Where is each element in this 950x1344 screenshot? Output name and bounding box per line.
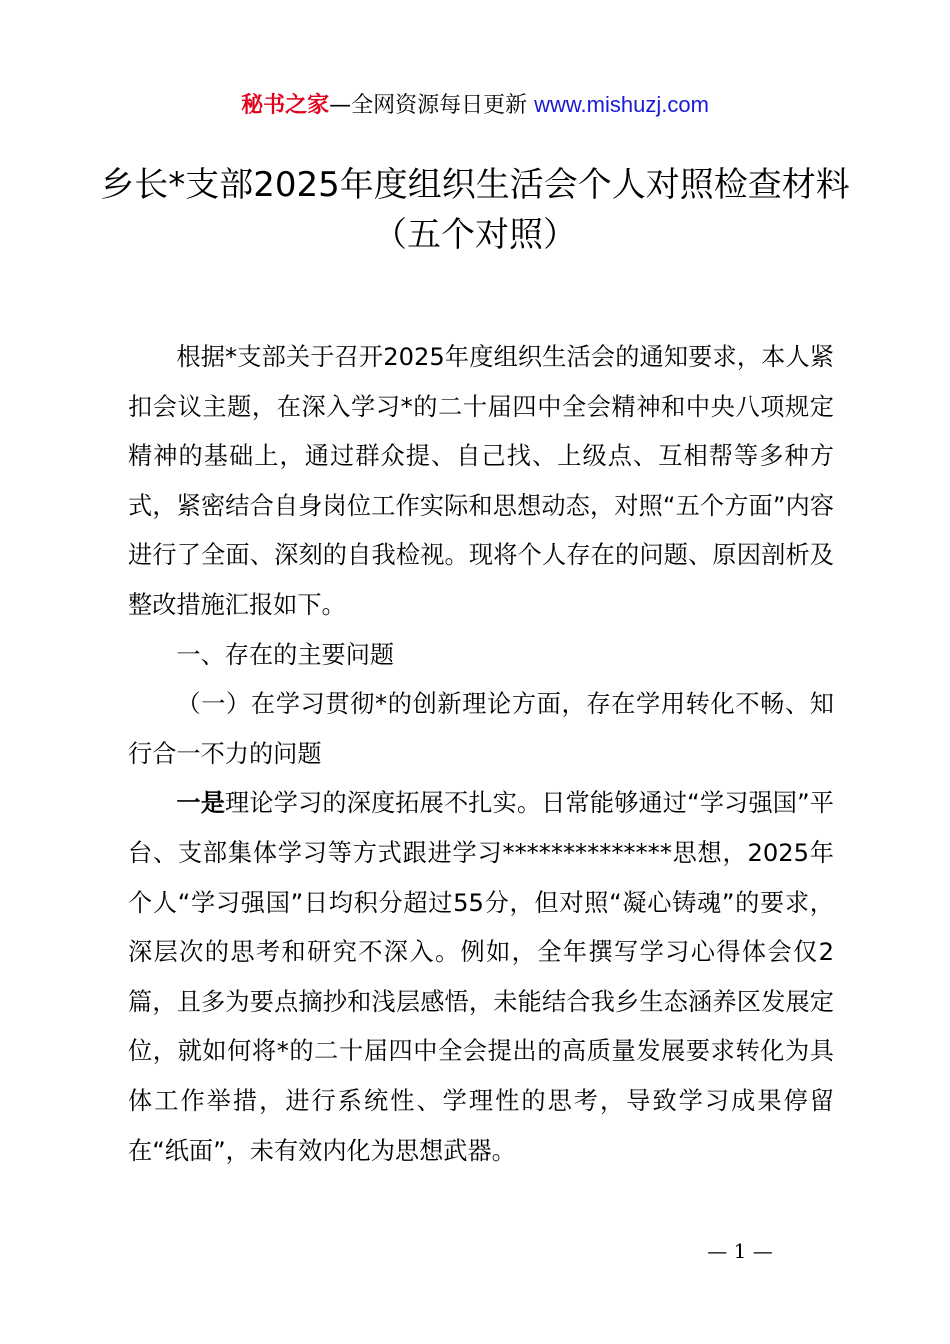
site-header: [0, 88, 950, 123]
point-lead: 一是: [176, 789, 226, 818]
document-body: [128, 333, 834, 1176]
page-number: — 1 —: [707, 1239, 773, 1263]
point-text: 理论学习的深度拓展不扎实。日常能够通过“学习强国”平台、支部集体学习等方式跟进学习**************思想，2025年个人“学习强国”日均积分超过55分，但对照“凝心铸魂”的要求，深层次的思考和研究不深入。例如，全年撰写学习心得体会仅2篇，且多为要点摘抄和浅层感悟，未能结合我乡生态涵养区发展定位，就如何将*的二十届四中全会提出的高质量发展要求转化为具体工作举措，进行系统性、学理性的思考，导致学习成果停留在“纸面”，未有效内化为思想武器。: [128, 789, 834, 1165]
section-heading: 一、存在的主要问题: [176, 640, 395, 669]
subsection-heading: （一）在学习贯彻*的创新理论方面，存在学用转化不畅、知行合一不力的问题: [128, 690, 834, 768]
header-tagline: —全网资源每日更新: [329, 93, 535, 118]
site-url-link[interactable]: www.mishuzj.com: [534, 92, 709, 117]
document-title: 乡长*支部2025年度组织生活会个人对照检查材料（五个对照）: [100, 165, 850, 255]
intro-paragraph: 根据*支部关于召开2025年度组织生活会的通知要求，本人紧扣会议主题，在深入学习*的二十届四中全会精神和中央八项规定精神的基础上，通过群众提、自己找、上级点、互相帮等多种方式，紧密结合自身岗位工作实际和思想动态，对照“五个方面”内容进行了全面、深刻的自我检视。现将个人存在的问题、原因剖析及整改措施汇报如下。: [128, 343, 834, 619]
point-paragraph: [128, 779, 834, 1176]
brand-name: 秘书之家: [241, 93, 330, 118]
